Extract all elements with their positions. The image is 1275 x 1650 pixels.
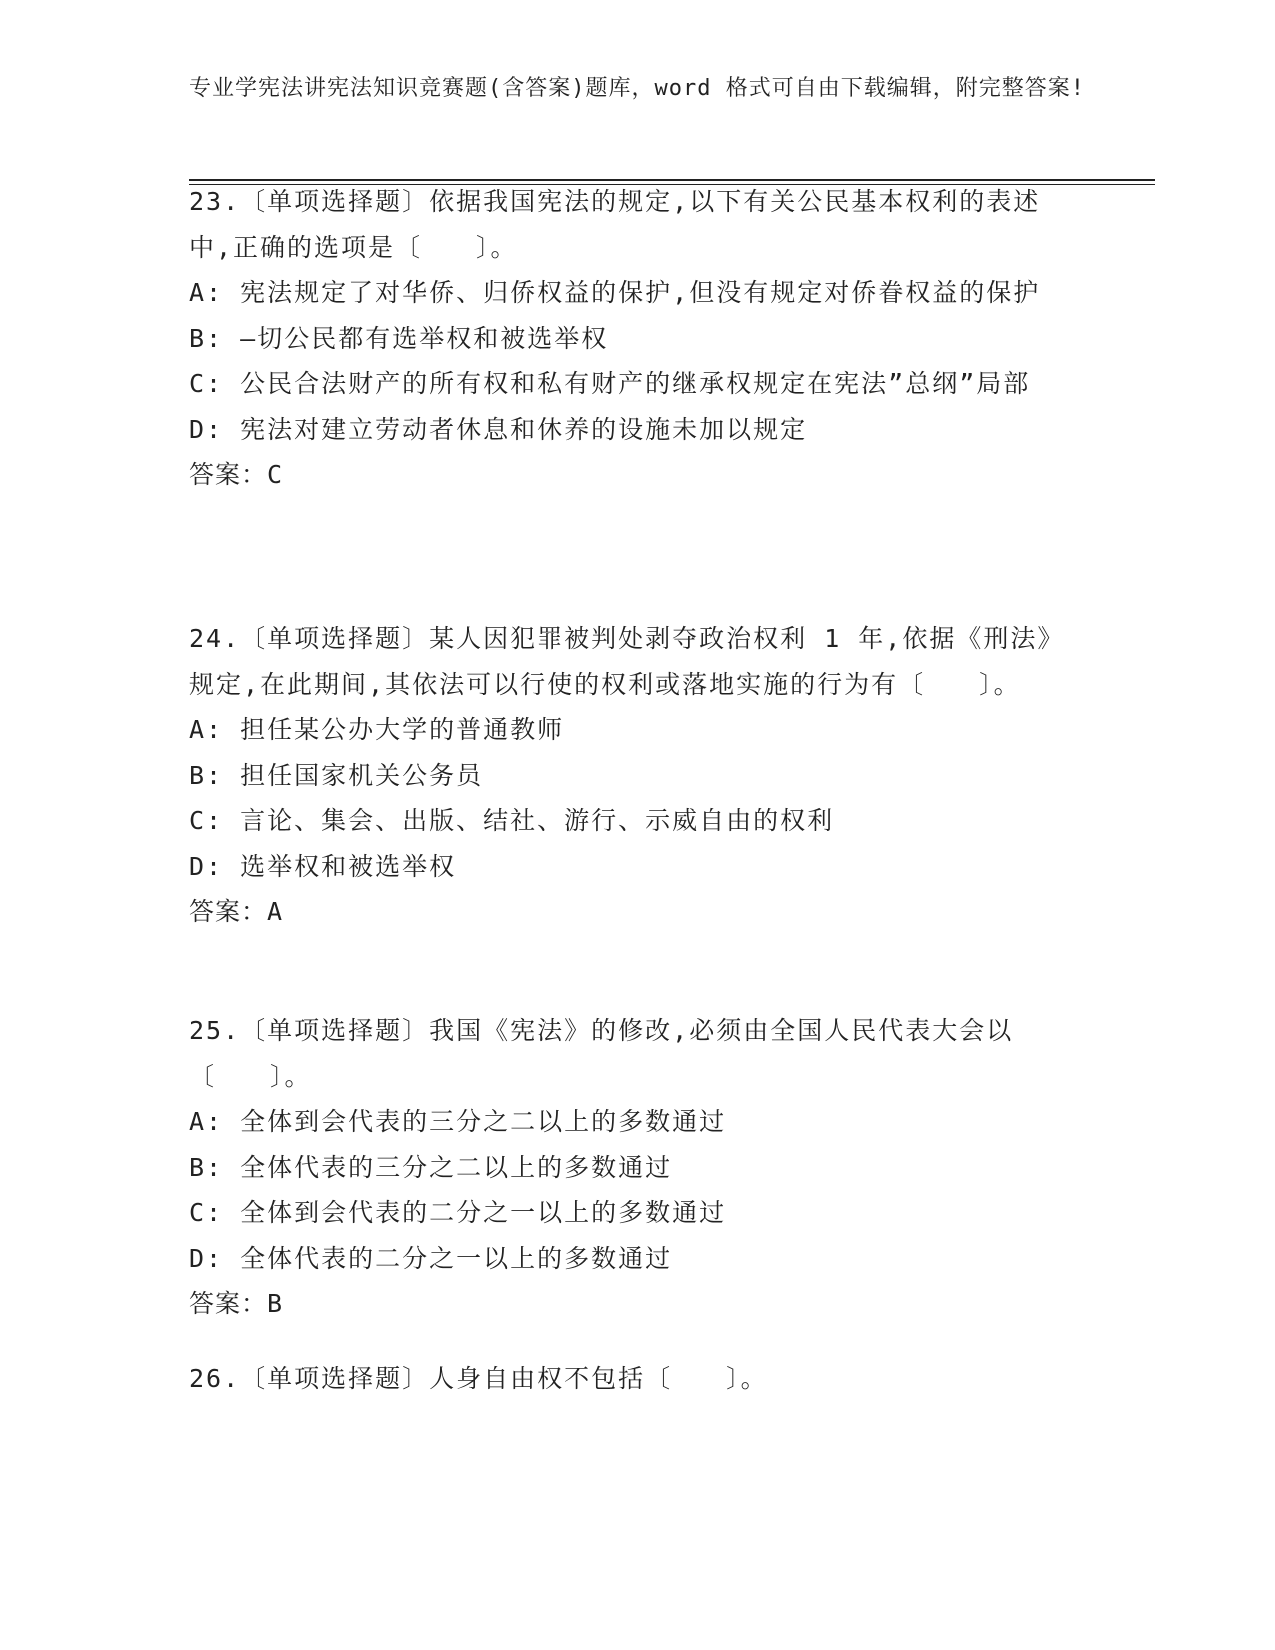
option-c: C: 公民合法财产的所有权和私有财产的继承权规定在宪法”总纲”局部 <box>189 369 1031 398</box>
answer-label: 答案： <box>189 897 268 926</box>
option-a: A: 担任某公办大学的普通教师 <box>189 715 565 744</box>
answer-label: 答案： <box>189 460 268 489</box>
question-25 <box>189 1008 1079 1327</box>
question-stem: 25.〔单项选择题〕我国《宪法》的修改,必须由全国人民代表大会以〔 〕。 <box>189 1016 1014 1091</box>
option-d: D: 选举权和被选举权 <box>189 851 457 881</box>
question-stem: 23.〔单项选择题〕依据我国宪法的规定,以下有关公民基本权利的表述中,正确的选项是〔 〕。 <box>189 187 1041 262</box>
option-c: C: 言论、集会、出版、结社、游行、示威自由的权利 <box>189 806 835 835</box>
option-b: B: 担任国家机关公务员 <box>189 760 484 790</box>
answer-line <box>189 889 1079 935</box>
question-stem: 26.〔单项选择题〕人身自由权不包括〔 〕。 <box>189 1364 768 1393</box>
option-a: A: 全体到会代表的三分之二以上的多数通过 <box>189 1107 727 1136</box>
option-c: C: 全体到会代表的二分之一以上的多数通过 <box>189 1198 727 1227</box>
answer-line <box>189 452 1079 498</box>
answer-label: 答案： <box>189 1289 268 1318</box>
option-b: B: 全体代表的三分之二以上的多数通过 <box>189 1152 673 1182</box>
question-stem: 24.〔单项选择题〕某人因犯罪被判处剥夺政治权利 1 年,依据《刑法》规定,在此期间,其依法可以行使的权利或落地实施的行为有〔 〕。 <box>189 624 1065 699</box>
answer-value: B <box>267 1289 284 1318</box>
answer-line <box>189 1281 1079 1327</box>
answer-value: C <box>267 460 284 489</box>
option-b: B: —切公民都有选举权和被选举权 <box>189 323 609 353</box>
option-a: A: 宪法规定了对华侨、归侨权益的保护,但没有规定对侨眷权益的保护 <box>189 278 1041 307</box>
question-23 <box>189 179 1079 498</box>
question-26 <box>189 1356 1079 1402</box>
document-header: 专业学宪法讲宪法知识竞赛题(含答案)题库，word 格式可自由下载编辑，附完整答案! <box>189 76 1085 101</box>
question-24 <box>189 616 1079 935</box>
answer-value: A <box>267 897 284 926</box>
option-d: D: 宪法对建立劳动者休息和休养的设施未加以规定 <box>189 414 808 444</box>
option-d: D: 全体代表的二分之一以上的多数通过 <box>189 1243 673 1273</box>
